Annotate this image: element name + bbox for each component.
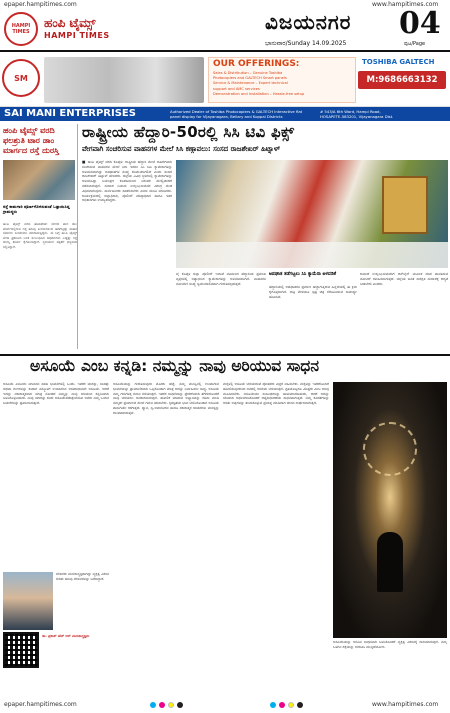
advert-address [320, 109, 393, 119]
registration-dots-right [270, 702, 303, 708]
advert-offerings-list [213, 71, 304, 97]
registration-dots-left [150, 702, 183, 708]
lead-story-column: ■ ಹಂಪಿ ಟೈಮ್ಸ್ ವರದಿ ಕೊಪ್ಪಳ: ರಾಷ್ಟ್ರೀಯ ಹೆದ್ದಾರಿ ಮೇಲೆ ಅತಿವೇಗವಾಗಿ ಸಂಚರಿಸುವ ವಾಹನಗಳ ಮೇಲೆ ನಿಗಾ ಇಡಲು ಸಿಸಿ ಟಿವಿ ಕ್ಯಾಮೆರಾಗಳನ್ನು ಅಳವಡಿಸಲಾಗಿದ್ದು ಅಪಘಾತಗಳ ಸಂಖ್ಯೆ ಕಡಿಮೆಯಾಗಲಿದೆ ಎಂದು ಸಂಸದ ರಾಜಶೇಖರ್ ಹಿಟ್ನಾಳ್ ಹೇಳಿದರು. ಜಿಲ್ಲೆಯ ವಿವಿಧ ಸ್ಥಳಗಳಲ್ಲಿ ಕ್ಯಾಮೆರಾಗಳನ್ನು ಅಳವಡಿಸಿದ್ದು ನಿಯಂತ್ರಣ ಕೊಠಡಿಯಿಂದ ನಿರಂತರ ಮೇಲ್ವಿಚಾರಣೆ ನಡೆಸಲಾಗುತ್ತದೆ. ಸಂಚಾರ ನಿಯಮ ಉಲ್ಲಂಘಿಸುವವರ ವಿರುದ್ಧ ದಂಡ ವಿಧಿಸಲಾಗುವುದು. ಸಾರ್ವಜನಿಕರು ಸಹಕರಿಸಬೇಕು ಎಂದು ಮನವಿ ಮಾಡಿದರು. ಕಾರ್ಯಕ್ರಮದಲ್ಲಿ ಜಿಲ್ಲಾಧಿಕಾರಿ, ಪೊಲೀಸ್ ವರಿಷ್ಠಾಧಿಕಾರಿ ಹಾಗೂ ಇತರ ಅಧಿಕಾರಿಗಳು ಉಪಸ್ಥಿತರಿದ್ದರು. [82, 160, 172, 203]
feature-illustration [333, 382, 447, 638]
qr-code[interactable] [3, 632, 39, 668]
registration-dot [270, 702, 276, 708]
advert-offerings-box [208, 57, 356, 103]
section-divider [0, 354, 450, 356]
newspaper-logo: HAMPI TIMES [4, 12, 38, 46]
registration-dot [297, 702, 303, 708]
registration-dot [288, 702, 294, 708]
left-story-headline[interactable]: ರಸ್ತೆ ಕಾಮಗಾರಿ ಪೂರ್ಣಗೊಳಿಸುವಂತೆ ಒತ್ತಾಯಿಸಿದ್ದ ಗ್ರಾಮಸ್ಥರು [3, 204, 70, 215]
photo-table-shape [176, 242, 448, 268]
feature-column: ಅಸೂಯೆಯನ್ನು ಗುರುತಿಸುವುದು ಮೊದಲ ಹೆಜ್ಜೆ. ನಮ್ಮ ಮನಸ್ಸಿನಲ್ಲಿ ಉಂಟಾಗುವ ಭಾವನೆಯನ್ನು ಪ್ರಾಮಾಣಿಕವಾಗಿ ಒಪ್ಪಿಕೊಂಡಾಗ ಮಾತ್ರ ಅದನ್ನು ನಿರ್ವಹಿಸಲು ಸಾಧ್ಯ. ಅಸೂಯೆ ನಮ್ಮ ಗುರಿಗಳತ್ತ ಗಮನ ಸೆಳೆಯುತ್ತದೆ. ಇತರರ ಸಾಧನೆಯನ್ನು ಪ್ರೇರಣೆಯಾಗಿ ತೆಗೆದುಕೊಂಡರೆ ನಾವು ಬೆಳೆಯಲು ಅವಕಾಶವಾಗುತ್ತದೆ. ಹೋಲಿಕೆ ಮಾಡುವ ಅಭ್ಯಾಸವನ್ನು ಕಡಿಮೆ ಮಾಡಿ ನಮ್ಮದೇ ಪ್ರಯಾಣದ ಮೇಲೆ ಗಮನ ಹರಿಸಬೇಕು. ಕೃತಜ್ಞತೆಯ ಭಾವ ಬೆಳೆಸಿಕೊಂಡಾಗ ಅಸೂಯೆ ತಾನಾಗಿಯೇ ಕರಗುತ್ತದೆ. ಧ್ಯಾನ, ಸ್ವ-ಅವಲೋಕನ ಹಾಗೂ ಸಕಾರಾತ್ಮಕ ಚಿಂತನೆಗಳು ಮನಸ್ಸನ್ನು ಶಾಂತವಾಗಿಡುತ್ತವೆ. [113, 382, 219, 415]
masthead [0, 6, 450, 52]
registration-dot [159, 702, 165, 708]
advert-offering-item: support and AMC services [213, 86, 260, 91]
advert-address-line: # 543/A 6th Ward, Hampi Road, [320, 109, 381, 114]
top-url-left[interactable]: epaper.hampitimes.com [4, 1, 77, 8]
feature-column: ಅಸೂಯೆ ಎಂಬುದು ಮಾನವನ ಸಹಜ ಭಾವನೆಗಳಲ್ಲಿ ಒಂದು. ಇತರರ ಯಶಸ್ಸು, ಸಂಪತ್ತು ಅಥವಾ ಗುಣಗಳನ್ನು ಕಂಡಾಗ ನಮ್ಮೊಳಗೆ ಉಂಟಾಗುವ ಅಸಮಾಧಾನವೇ ಅಸೂಯೆ. ಆದರೆ ಇದನ್ನು ನಕಾರಾತ್ಮಕವಾಗಿ ಮಾತ್ರ ನೋಡದೆ ನಮ್ಮನ್ನು ನಾವು ಅರಿಯುವ ಕನ್ನಡಿಯಾಗಿ ಬಳಸಿಕೊಳ್ಳಬಹುದು. ನಾವು ಯಾರನ್ನು ಕಂಡು ಅಸೂಯೆಪಡುತ್ತೇವೆಯೋ ಅವರು ನಮ್ಮ ಒಳಗಿನ ಬಯಕೆಗಳನ್ನು ಪ್ರತಿಬಿಂಬಿಸುತ್ತಾರೆ. [3, 382, 109, 406]
advert-offering-item: Demonstration and Installation – Hassle-free setup [213, 91, 305, 96]
footer-url-right[interactable]: www.hampitimes.com [372, 701, 439, 708]
advert-offerings-title: OUR OFFERINGS: [213, 59, 300, 69]
advert-offering-item: Sales & Distribution – Genuine Toshiba [213, 71, 283, 75]
edition-date: ಭಾನುವಾರ/Sunday 14.09.2025 [265, 40, 347, 47]
footer-url-left[interactable]: epaper.hampitimes.com [4, 701, 77, 708]
advert-address-line: HOSAPETE-583201, Vijayanagara Dist. [320, 114, 394, 119]
advert-company-name: SAI MANI ENTERPRISES [4, 108, 136, 119]
page-label: ಪುಟ/Page [404, 41, 426, 47]
lead-story-box-title: ಅಪಘಾತ ತಡೆಗಟ್ಟಲು ಸಿಸಿ ಕ್ಯಾಮೆರಾ ಅಳವಡಿಕೆ [269, 272, 337, 277]
footer [0, 698, 450, 713]
edition-city: ವಿಜಯನಗರ [265, 10, 352, 34]
page-number: 04 [399, 6, 441, 41]
author-caption: ಡಾ. ಪ್ರಕಾಶ್ ಹೆಚ್ ಆರ್ ಮನಃಶಾಸ್ತ್ರಜ್ಞರು [42, 634, 90, 638]
advert-company-description [170, 109, 302, 119]
left-story-photo [3, 160, 75, 200]
top-url-right[interactable]: www.hampitimes.com [372, 1, 439, 8]
left-promo-headline[interactable]: ಹಂಪಿ ಟೈಮ್ಸ್ ವರದಿ ಫಲಶ್ರುತಿ ಟಾರ ಡಾಂ ಮಾರ್ಗದ ರಸ್ತೆ ದುರಸ್ತಿ [3, 126, 59, 155]
photo-frame-shape [382, 176, 428, 234]
lead-story-column: ಲೈ ಕೊಪ್ಪಳ ಜಿಲ್ಲಾ ಪೊಲೀಸ್ ಇಲಾಖೆ ವತಿಯಿಂದ ಹೆದ್ದಾರಿಯ ಪ್ರಮುಖ ವೃತ್ತಗಳಲ್ಲಿ ಅತ್ಯಾಧುನಿಕ ಕ್ಯಾಮೆರಾಗಳನ್ನು ಅಳವಡಿಸಲಾಗಿದೆ. ವಾಹನಗಳ ನೋಂದಣಿ ಸಂಖ್ಯೆ ಸ್ವಯಂಚಾಲಿತವಾಗಿ ಗುರುತಿಸಲ್ಪಡುತ್ತದೆ. [176, 272, 266, 286]
advert-offering-item: Service & Maintenance – Expert technical [213, 81, 288, 86]
registration-dot [279, 702, 285, 708]
illustration-glow-shape [363, 422, 417, 476]
author-note: ಲೇಖಕರು ಮನಃಶಾಸ್ತ್ರಜ್ಞರಾಗಿದ್ದು ವ್ಯಕ್ತಿತ್ವ ವಿಕಸನ ಕುರಿತು ಹಲವು ಲೇಖನಗಳನ್ನು ಬರೆದಿದ್ದಾರೆ. [56, 572, 109, 581]
lead-story-photo [176, 160, 448, 268]
illustration-figure-shape [377, 532, 403, 592]
lead-story-column: ಕಾಯಿದೆ ಉಲ್ಲಂಘಿಸುವವರಿಗೆ ಆನ್‌ಲೈನ್ ಮೂಲಕ ದಂಡ ಪಾವತಿಸುವ ನೋಟಿಸ್ ಕಳುಹಿಸಲಾಗುತ್ತದೆ. ಜಿಲ್ಲೆಯ ಜನತೆ ಸುರಕ್ಷಿತ ಸಂಚಾರಕ್ಕೆ ಆದ್ಯತೆ ನೀಡಬೇಕು ಎಂದರು. [360, 272, 448, 286]
advert-offering-item: Photocopiers and GALTECH Smart panels [213, 76, 287, 81]
lead-story-headline[interactable]: ರಾಷ್ಟ್ರೀಯ ಹೆದ್ದಾರಿ-50ರಲ್ಲಿ ಸಿಸಿ ಟಿವಿ ಫಿಕ್ಸ್ [82, 123, 295, 141]
advert-logo: SM [2, 59, 40, 97]
registration-dot [168, 702, 174, 708]
author-photo [3, 572, 53, 630]
feature-caption: ಅಸೂಯೆಯನ್ನು ಅರಿವಿನ ಸಾಧನವಾಗಿ ಬಳಸಿಕೊಂಡರೆ ವ್ಯಕ್ತಿತ್ವ ವಿಕಸನಕ್ಕೆ ದಾರಿಯಾಗುತ್ತದೆ. ನಮ್ಮ ಒಳಗಿನ ಶಕ್ತಿಯನ್ನು ಗುರುತಿಸಿ ಮುನ್ನಡೆಯೋಣ. [333, 640, 447, 649]
advert-product-images [44, 57, 204, 103]
advert-phone-number[interactable]: M:9686663132 [358, 71, 446, 89]
advert-company-strip [0, 107, 450, 121]
feature-column: ಮಕ್ಕಳಲ್ಲಿ ಅಸೂಯೆ ಬೆಳೆಯದಂತೆ ಪೋಷಕರು ಎಚ್ಚರ ವಹಿಸಬೇಕು. ಮಕ್ಕಳನ್ನು ಇತರರೊಂದಿಗೆ ಹೋಲಿಸುವುದರಿಂದ ಅವರಲ್ಲಿ ಕೀಳರಿಮೆ ಬೆಳೆಯುತ್ತದೆ. ಪ್ರತಿಯೊಬ್ಬರೂ ವಿಶಿಷ್ಟರು ಎಂಬ ಅರಿವು ಮೂಡಿಸಬೇಕು. ಅಸೂಯೆಯು ಸಂಬಂಧಗಳನ್ನು ಹಾಳುಮಾಡಬಹುದು, ಆದರೆ ಅದನ್ನು ಸರಿಯಾಗಿ ಅರ್ಥಮಾಡಿಕೊಂಡರೆ ಆತ್ಮಸುಧಾರಣೆಯ ಸಾಧನವಾಗುತ್ತದೆ. ನಮ್ಮ ಕೊರತೆಗಳನ್ನು ಅರಿತು ಅವುಗಳನ್ನು ತುಂಬಿಕೊಳ್ಳುವ ಪ್ರಯತ್ನ ಮಾಡಿದಾಗ ಜೀವನ ಸಾರ್ಥಕವಾಗುತ್ತದೆ. [223, 382, 329, 406]
brand-name-english: HAMPI TIMES [44, 31, 110, 40]
left-story-body: ಹಂಪಿ ಟೈಮ್ಸ್ ವರದಿ ಹೊಸಪೇಟೆ: ನಗರದ ಟಾರ ಡಾಂ ಮಾರ್ಗದಲ್ಲಿರುವ ರಸ್ತೆ ಹಲವು ತಿಂಗಳುಗಳಿಂದ ಹದಗೆಟ್ಟಿದ್ದು ವಾಹನ ಸವಾರರು ಸಂಚರಿಸಲು ಪರದಾಡುತ್ತಿದ್ದರು. ಈ ಬಗ್ಗೆ ಹಂಪಿ ಟೈಮ್ಸ್ ವರದಿ ಪ್ರಕಟಿಸಿದ ಬಳಿಕ ಸಂಬಂಧಿಸಿದ ಅಧಿಕಾರಿಗಳು ಎಚ್ಚೆತ್ತು ರಸ್ತೆ ದುರಸ್ತಿ ಕಾರ್ಯ ಕೈಗೊಂಡಿದ್ದಾರೆ. ಸ್ಥಳೀಯರು ಪತ್ರಿಕೆಗೆ ಧನ್ಯವಾದ ಸಲ್ಲಿಸಿದ್ದಾರೆ. [3, 222, 77, 249]
feature-headline[interactable]: ಅಸೂಯೆ ಎಂಬ ಕನ್ನಡಿ: ನಮ್ಮನ್ನು ನಾವು ಅರಿಯುವ ಸಾಧನ [30, 357, 319, 375]
lead-story-subhead: ವೇಗವಾಗಿ ಸಂಚರಿಸುವ ವಾಹನಗಳ ಮೇಲೆ ಸಿಸಿ ಕಣ್ಗಾವಲು: ಸಂಸದ ರಾಜಶೇಖರ್ ಹಿಟ್ನಾಳ್ [82, 145, 281, 153]
left-column [0, 124, 78, 349]
advert-brand-names: TOSHIBA GALTECH [362, 58, 435, 66]
lead-story-column: ಹೆದ್ದಾರಿಯಲ್ಲಿ ಅಪಘಾತಗಳ ಪ್ರಮಾಣ ಹೆಚ್ಚಾಗುತ್ತಿರುವ ಹಿನ್ನೆಲೆಯಲ್ಲಿ ಈ ಕ್ರಮ ಕೈಗೊಳ್ಳಲಾಗಿದೆ. ರಾತ್ರಿ ವೇಳೆಯೂ ಸ್ಪಷ್ಟ ಚಿತ್ರ ಸೆರೆಹಿಡಿಯುವ ಸಾಮರ್ಥ್ಯ ಹೊಂದಿವೆ. [269, 285, 357, 299]
advert-description-line: panel display for Vijayanagara, Bellary and Koppal Districts [170, 114, 283, 119]
advert-banner[interactable] [0, 55, 450, 107]
registration-dot [150, 702, 156, 708]
registration-dot [177, 702, 183, 708]
brand-name-kannada: ಹಂಪಿ ಟೈಮ್ಸ್ [44, 16, 96, 30]
advert-description-line: Authorized Dealer of Toshiba Photocopiers & GALTECH Interactive flat [170, 109, 303, 114]
